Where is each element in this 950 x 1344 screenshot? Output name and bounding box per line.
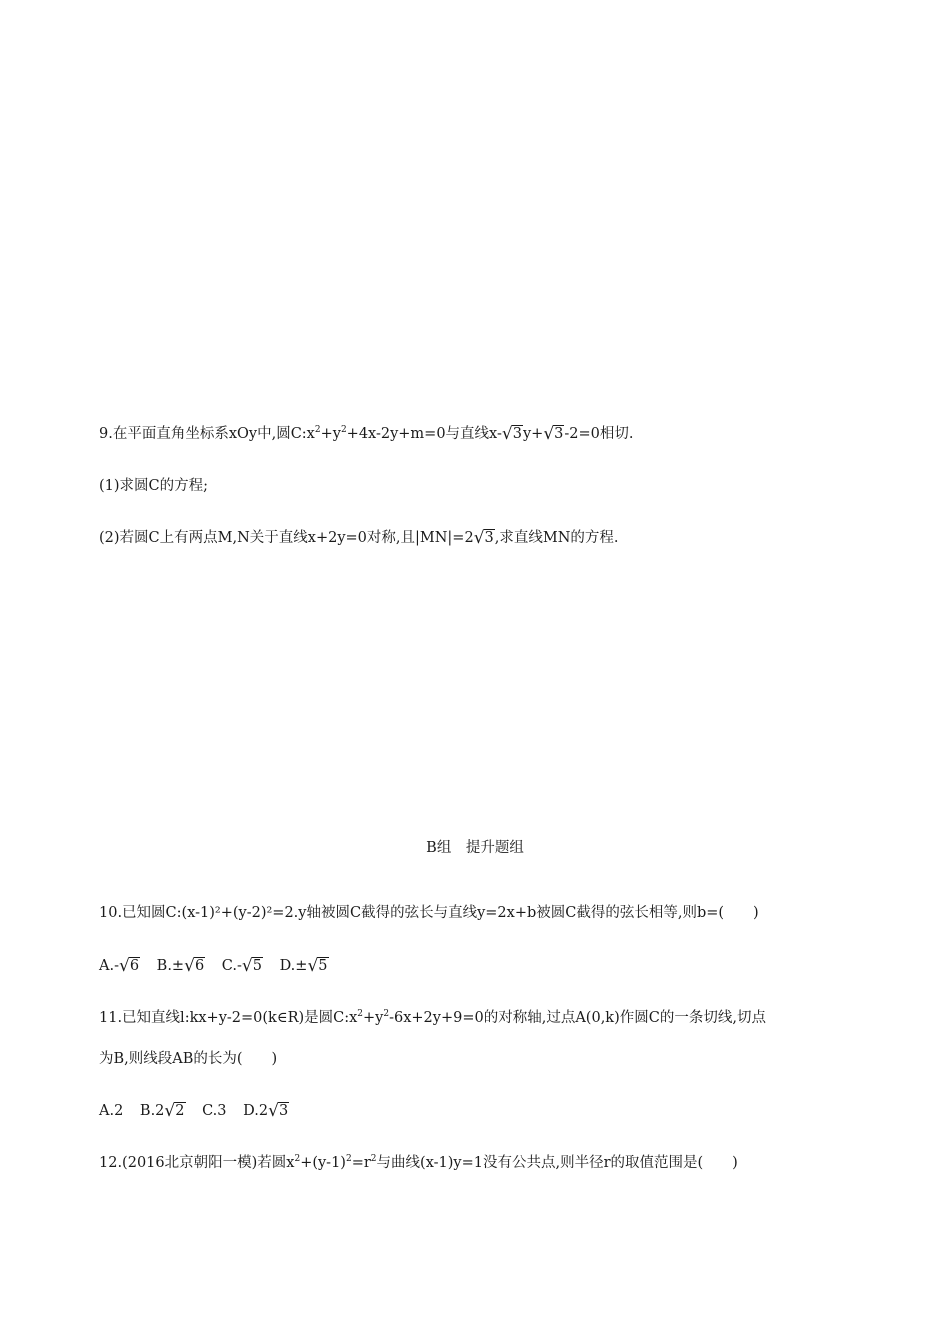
q10-stem: 10.已知圆C:(x-1)²+(y-2)²=2.y轴被圆C截得的弦长与直线y=2x+b被圆C截得的弦长相等,则b=( ) [99,905,759,921]
q11-stem-line2: 为B,则线段AB的长为( ) [99,1051,278,1067]
q12-stem: 12.(2016北京朝阳一模)若圆$x^2+(y-1)^2=r^2$与曲线(x-1)y=1没有公共点,则半径r的取值范围是( ) [99,1154,738,1171]
sqrt-3-c: √3 [473,528,494,548]
q11-option-d: D.2√3 [243,1101,289,1121]
q11-stem: 11.已知直线l:kx+y-2=0(k∈R)是圆$C:x^2+y^2-6x+2y+9=0$的对称轴,过点A(0,k)作圆C的一条切线,切点 [99,1009,766,1026]
q10-option-c: C.-√5 [221,956,262,976]
q10-option-b: B.±√6 [156,956,205,976]
sqrt-3-b: √3 [543,424,564,444]
sqrt-3-a: √3 [501,424,522,444]
q11-option-c: C.3 [202,1103,227,1119]
section-heading: B组 提升题组 [426,840,524,856]
q10-option-a: A.-√6 [99,956,140,976]
q11-options [99,1101,301,1121]
q9-stem: 9.在平面直角坐标系xOy中,圆$C:x^2+y^2+4x-2y+m=0$与直线x-√3y+√3-2=0相切. [99,424,634,444]
q9-part2: (2)若圆C上有两点M,N关于直线x+2y=0对称,且|MN|=2√3,求直线MN的方程. [99,528,619,548]
q10-option-d: D.±√5 [279,956,328,976]
q9-part1: (1)求圆C的方程; [99,478,209,494]
q11-option-b: B.2√2 [139,1101,185,1121]
q10-options [99,956,341,976]
q11-option-a: A.2 [99,1103,124,1119]
